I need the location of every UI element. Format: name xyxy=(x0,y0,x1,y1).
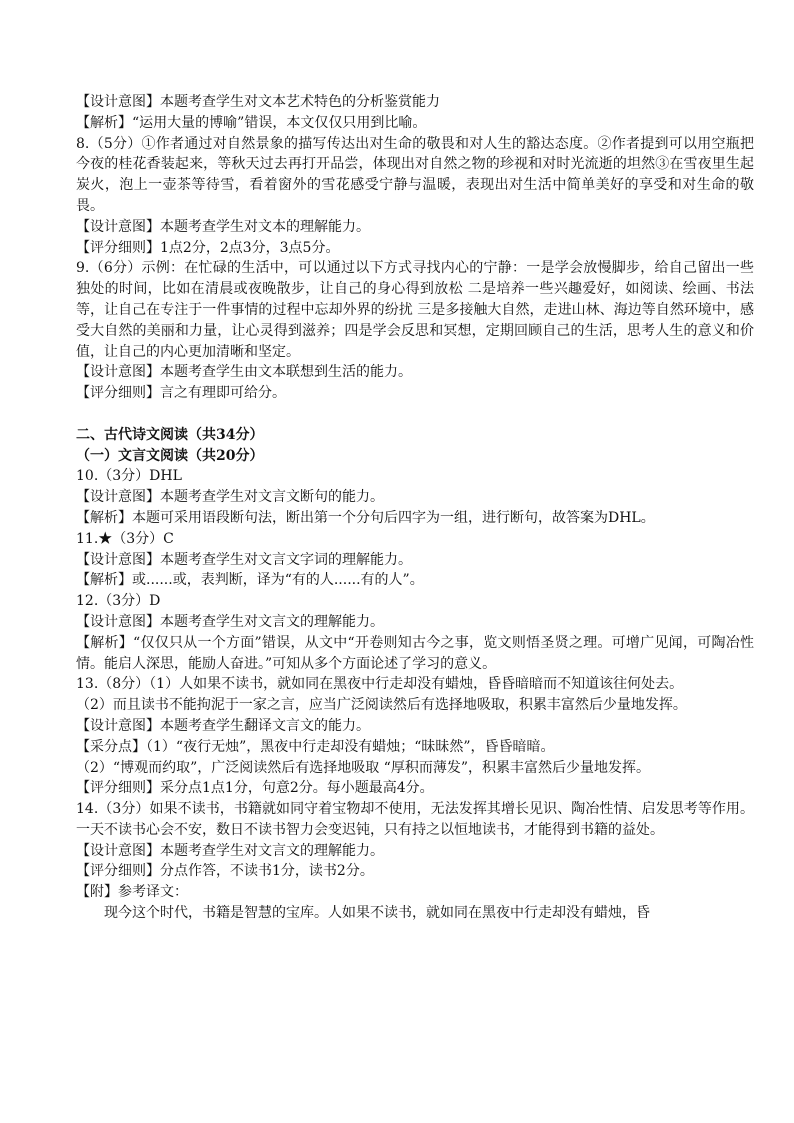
analysis-11: 【解析】或......或，表判断，译为“有的人......有的人”。 xyxy=(76,572,424,589)
design-intent-11: 【设计意图】本题考查学生对文言文字词的理解能力。 xyxy=(76,551,412,568)
answer-12: 12.（3分）D xyxy=(76,593,161,610)
translation-text: 现今这个时代，书籍是智慧的宝库。人如果不读书，就如同在黑夜中行走却没有蜡烛，昏 xyxy=(104,905,650,922)
scoring-8: 【评分细则】1点2分，2点3分，3点5分。 xyxy=(76,239,340,256)
answer-8: 8.（5分）①作者通过对自然景象的描写传达出对生命的敬畏和对人生的豁达态度。②作者提到可以用空瓶把今夜的桂花香装起来，等秋天过去再打开品尝，体现出对自然之物的珍视和对时光流逝的坦然③在雪夜里生起炭火，泡上一壶茶等待雪，看着窗外的雪花感受宁静与温暖，表现出对生活中简单美好的享受和对生命的敬畏。 xyxy=(76,135,754,214)
scoring-9: 【评分细则】言之有理即可给分。 xyxy=(76,385,286,402)
answer-13-1: 13.（8分）（1）人如果不读书，就如同在黑夜中行走却没有蜡烛，昏昏暗暗而不知道该往何处去。 xyxy=(76,676,684,693)
subsection-heading: （一）文言文阅读（共20分） xyxy=(76,447,264,464)
blank-line xyxy=(76,404,754,425)
answer-14: 14.（3分）如果不读书，书籍就如同守着宝物却不使用，无法发挥其增长见识、陶冶性情、启发思考等作用。一天不读书心会不安，数日不读书智力会变迟钝，只有持之以恒地读书，才能得到书籍的益处。 xyxy=(76,801,754,838)
answer-10: 10.（3分）DHL xyxy=(76,468,182,485)
answer-13-2: （2）而且读书不能拘泥于一家之言，应当广泛阅读然后有选择地吸取，积累丰富然后少量地发挥。 xyxy=(76,697,687,714)
analysis-7: 【解析】“运用大量的博喻”错误，本文仅仅只用到比喻。 xyxy=(76,114,427,131)
analysis-10: 【解析】本题可采用语段断句法，断出第一个分句后四字为一组，进行断句，故答案为DHL。 xyxy=(76,509,655,526)
answer-9: 9.（6分）示例：在忙碌的生活中，可以通过以下方式寻找内心的宁静：一是学会放慢脚步，给自己留出一些独处的时间，比如在清晨或夜晚散步，让自己的身心得到放松 二是培养一些兴趣爱好，如阅读、绘画、书法等，让自己在专注于一件事情的过程中忘却外界的纷扰 三是多接触大自然，走进山林、海边等自然环境中，感受大自然的美丽和力量，让心灵得到滋养；四是学会反思和冥想，定期回顾自己的生活，思考人生的意义和价值，让自己的内心更加清晰和坚定。 xyxy=(76,260,754,360)
section-heading: 二、古代诗文阅读（共34分） xyxy=(76,426,264,443)
design-intent-10: 【设计意图】本题考查学生对文言文断句的能力。 xyxy=(76,489,384,506)
scoring-13: 【评分细则】采分点1点1分，句意2分。每小题最高4分。 xyxy=(76,780,434,797)
scoring-points-13-1: 【采分点】（1）“夜行无烛”，黑夜中行走却没有蜡烛；“昧昧然”，昏昏暗暗。 xyxy=(76,738,555,755)
design-intent-13: 【设计意图】本题考查学生翻译文言文的能力。 xyxy=(76,717,370,734)
analysis-12: 【解析】“仅仅只从一个方面”错误，从文中“开卷则知古今之事，览文则悟圣贤之理。可增广见闻，可陶冶性情。能启人深思，能励人奋进。”可知从多个方面论述了学习的意义。 xyxy=(76,634,754,672)
design-intent-14: 【设计意图】本题考查学生对文言文的理解能力。 xyxy=(76,842,384,859)
design-intent-12: 【设计意图】本题考查学生对文言文的理解能力。 xyxy=(76,613,384,630)
design-intent-9: 【设计意图】本题考查学生由文本联想到生活的能力。 xyxy=(76,364,412,381)
scoring-14: 【评分细则】分点作答，不读书1分，读书2分。 xyxy=(76,863,374,880)
scoring-points-13-2: （2）“博观而约取”，广泛阅读然后有选择地吸取 “厚积而薄发”，积累丰富然后少量地发挥。 xyxy=(76,759,650,776)
appendix-heading: 【附】参考译文： xyxy=(76,884,188,901)
answer-11: 11.★（3分）C xyxy=(76,530,174,547)
design-intent-8: 【设计意图】本题考查学生对文本的理解能力。 xyxy=(76,218,370,235)
design-intent-7: 【设计意图】本题考查学生对文本艺术特色的分析鉴赏能力 xyxy=(76,94,440,110)
